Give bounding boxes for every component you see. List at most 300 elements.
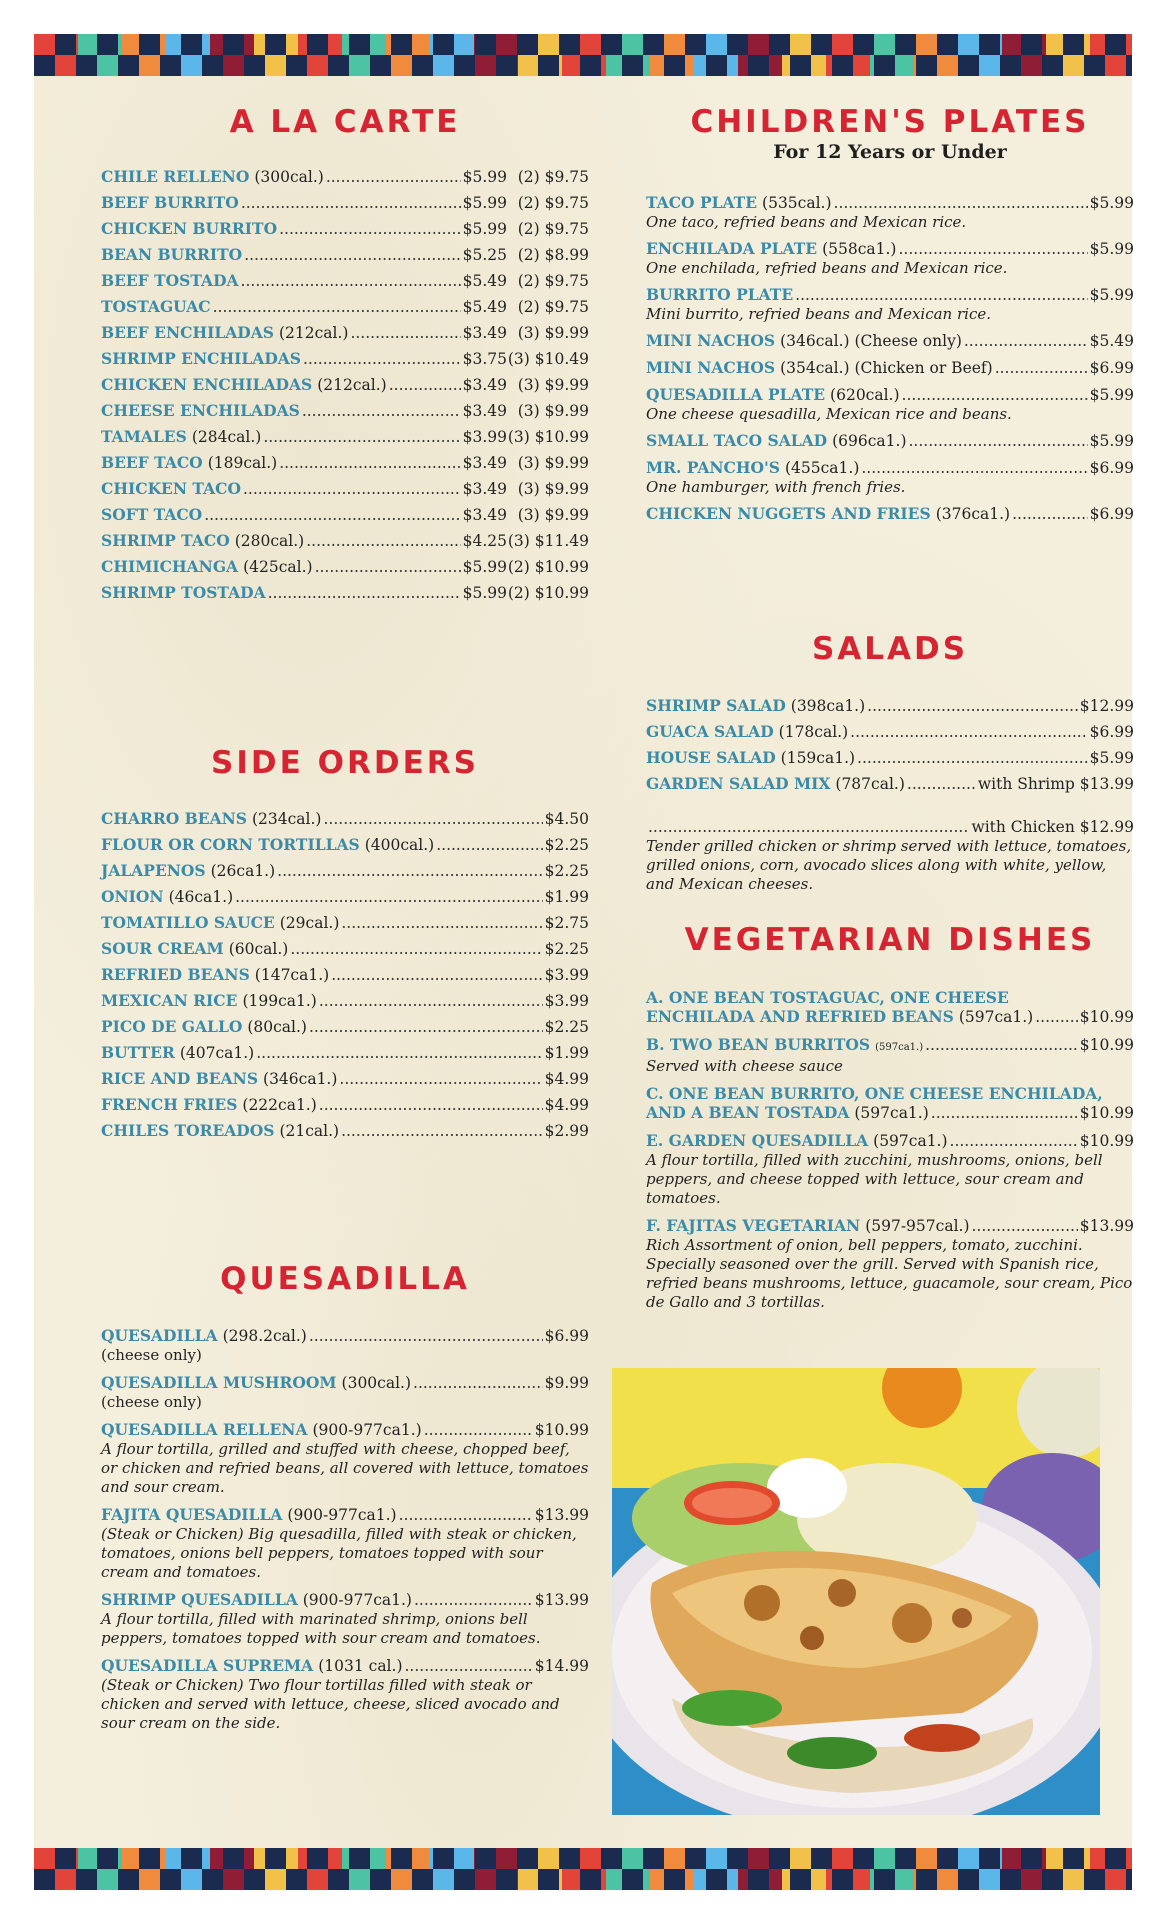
item-name: PICO DE GALLO — [101, 1017, 243, 1036]
item-calories: (29cal.) — [279, 914, 340, 932]
item-note: (cheese only) — [101, 1346, 202, 1364]
item-combo-price: (2) $9.75 — [517, 194, 589, 212]
menu-item — [646, 385, 1134, 424]
menu-item-row — [646, 431, 1134, 451]
leader-dots — [235, 888, 543, 907]
leader-dots — [907, 775, 976, 794]
menu-item-row — [101, 1373, 589, 1393]
item-price: $3.99 — [462, 428, 507, 446]
item-price: $3.99 — [544, 966, 589, 984]
salads-list — [646, 696, 1134, 800]
item-description: Mini burrito, refried beans and Mexican rice. — [646, 305, 991, 323]
bottom-decorative-border — [34, 1848, 1132, 1890]
a-la-carte-heading: A LA CARTE — [229, 104, 461, 140]
quesadilla-heading: QUESADILLA — [220, 1261, 470, 1297]
item-price: $5.99 — [1089, 749, 1134, 767]
menu-item — [646, 722, 1134, 742]
menu-item — [101, 1420, 589, 1497]
quesadilla-list — [101, 1326, 589, 1741]
leader-dots — [424, 1421, 533, 1440]
item-name: SHRIMP QUESADILLA — [101, 1590, 298, 1609]
leader-dots — [319, 992, 543, 1011]
item-price: $2.25 — [544, 1018, 589, 1036]
menu-item-row — [646, 748, 1134, 768]
leader-dots — [268, 584, 461, 603]
item-description: One enchilada, refried beans and Mexican rice. — [646, 259, 1008, 277]
leader-dots — [964, 332, 1088, 351]
item-description: (Steak or Chicken) Big quesadilla, filled with steak or chicken, tomatoes, onions bell peppers, tomatoes topped with sour cream and tomatoes. — [101, 1525, 577, 1581]
item-description: One hamburger, with french fries. — [646, 478, 906, 496]
item-name: TOSTAGUAC — [101, 297, 211, 316]
item-price: $5.49 — [1089, 332, 1134, 350]
menu-item-row — [646, 1103, 1134, 1123]
leader-dots — [902, 386, 1088, 405]
item-name: FRENCH FRIES — [101, 1095, 238, 1114]
menu-item — [101, 809, 589, 829]
leader-dots — [244, 246, 460, 265]
leader-dots — [263, 428, 460, 447]
menu-item-row — [101, 835, 589, 855]
item-calories: (354cal.) (Chicken or Beef) — [780, 359, 993, 377]
leader-dots — [850, 723, 1087, 742]
item-calories: (222ca1.) — [242, 1096, 317, 1114]
leader-dots — [339, 1070, 542, 1089]
garden-salad-description: Tender grilled chicken or shrimp served with lettuce, tomatoes, grilled onions, corn, avocado slices along with white, yellow, and Mexican cheeses. — [646, 837, 1132, 893]
leader-dots — [331, 966, 542, 985]
item-name: CHICKEN NUGGETS AND FRIES — [646, 504, 931, 523]
item-price: $5.99 — [462, 220, 507, 238]
menu-item — [101, 1121, 589, 1141]
menu-item — [101, 1095, 589, 1115]
menu-item-row — [101, 1505, 589, 1525]
leader-dots — [341, 914, 542, 933]
menu-item-row — [646, 696, 1134, 716]
item-name: CHICKEN ENCHILADAS — [101, 375, 313, 394]
item-name: FLOUR OR CORN TORTILLAS — [101, 835, 360, 854]
item-calories: (46ca1.) — [168, 888, 234, 906]
leader-dots — [302, 402, 461, 421]
item-calories: (147ca1.) — [254, 966, 330, 984]
item-price: $4.99 — [544, 1070, 589, 1088]
menu-item — [101, 245, 589, 265]
item-calories: (80cal.) — [247, 1018, 307, 1036]
vegetarian-list — [646, 988, 1134, 1320]
menu-item — [101, 1043, 589, 1063]
menu-item-row — [101, 1095, 589, 1115]
item-name: MINI NACHOS — [646, 331, 776, 350]
menu-item — [101, 939, 589, 959]
item-price: $10.99 — [1079, 1132, 1134, 1150]
item-name: BEAN BURRITO — [101, 245, 243, 264]
item-calories: (900-977ca1.) — [312, 1421, 422, 1439]
item-calories: (212cal.) — [278, 324, 349, 342]
leader-dots — [306, 532, 460, 551]
menu-item-row — [101, 479, 589, 499]
leader-dots — [950, 1132, 1078, 1151]
item-price: $6.99 — [1089, 505, 1134, 523]
menu-item — [101, 167, 589, 187]
menu-item — [646, 458, 1134, 497]
menu-item-row — [101, 991, 589, 1011]
menu-item-row — [101, 1326, 589, 1346]
leader-dots — [243, 480, 461, 499]
item-calories: (346ca1.) — [263, 1070, 338, 1088]
leader-dots — [279, 220, 461, 239]
item-calories: (787cal.) — [835, 775, 905, 793]
menu-item-row — [101, 1017, 589, 1037]
menu-item-row — [101, 453, 589, 473]
menu-item — [101, 887, 589, 907]
menu-item-row — [101, 913, 589, 933]
menu-item-row — [101, 965, 589, 985]
menu-item — [101, 557, 589, 577]
item-combo-price: (3) $10.99 — [507, 428, 589, 446]
menu-item-row — [101, 1043, 589, 1063]
item-description: Served with cheese sauce — [646, 1057, 843, 1075]
item-name: CHILE RELLENO — [101, 167, 250, 186]
item-name: BUTTER — [101, 1043, 175, 1062]
menu-item-row — [101, 1590, 589, 1610]
menu-item — [646, 696, 1134, 716]
item-name: CHICKEN BURRITO — [101, 219, 278, 238]
item-name: SHRIMP ENCHILADAS — [101, 349, 301, 368]
item-name: MINI NACHOS — [646, 358, 776, 377]
menu-item — [646, 504, 1134, 524]
item-price: $3.49 — [462, 376, 507, 394]
menu-item-row — [101, 167, 589, 187]
item-name: CHICKEN TACO — [101, 479, 241, 498]
item-price: $4.99 — [544, 1096, 589, 1114]
item-price: $6.99 — [1089, 359, 1134, 377]
item-calories: (455ca1.) — [784, 459, 860, 477]
leader-dots — [857, 749, 1088, 768]
menu-item — [646, 193, 1134, 232]
leader-dots — [931, 1104, 1078, 1123]
item-price: $5.49 — [462, 298, 507, 316]
leader-dots — [389, 376, 461, 395]
menu-item — [101, 297, 589, 317]
menu-item — [101, 323, 589, 343]
item-description: A flour tortilla, filled with zucchini, mushrooms, onions, bell peppers, and cheese topped with lettuce, sour cream and tomatoes. — [646, 1151, 1103, 1207]
item-combo-price: (2) $9.75 — [517, 220, 589, 238]
menu-item-row — [101, 1656, 589, 1676]
menu-item — [101, 991, 589, 1011]
item-name-line: A. ONE BEAN TOSTAGUAC, ONE CHEESE — [646, 988, 1009, 1007]
item-price: $6.99 — [1089, 723, 1134, 741]
item-price: $3.49 — [462, 506, 507, 524]
item-price: $5.99 — [1089, 386, 1134, 404]
item-price: $2.25 — [544, 836, 589, 854]
item-calories: (597ca1.) — [875, 1042, 924, 1053]
item-price: $3.49 — [462, 454, 507, 472]
item-name: ONION — [101, 887, 164, 906]
item-name: QUESADILLA RELLENA — [101, 1420, 308, 1439]
menu-item — [101, 835, 589, 855]
item-price: $3.75 — [462, 350, 507, 368]
item-name: SOFT TACO — [101, 505, 203, 524]
menu-item — [101, 583, 589, 603]
item-name: AND A BEAN TOSTADA — [646, 1103, 850, 1122]
leader-dots — [413, 1374, 543, 1393]
menu-item-row — [101, 939, 589, 959]
item-price: $2.75 — [544, 914, 589, 932]
leader-dots — [213, 298, 461, 317]
item-calories: (189cal.) — [207, 454, 278, 472]
menu-item-row — [101, 1121, 589, 1141]
leader-dots — [1012, 505, 1088, 524]
leader-dots — [405, 1657, 533, 1676]
item-name-line: C. ONE BEAN BURRITO, ONE CHEESE ENCHILADA, — [646, 1084, 1103, 1103]
item-price: $3.99 — [544, 992, 589, 1010]
menu-item-row — [646, 239, 1134, 259]
leader-dots — [319, 1096, 543, 1115]
menu-item-row — [101, 583, 589, 603]
item-calories: (300cal.) — [254, 168, 324, 186]
item-combo-price: (3) $10.49 — [507, 350, 589, 368]
menu-item-row — [646, 285, 1134, 305]
item-price: $6.99 — [544, 1327, 589, 1345]
item-calories: (212cal.) — [317, 376, 387, 394]
item-description: A flour tortilla, filled with marinated shrimp, onions bell peppers, tomatoes topped with sour cream and tomatoes. — [101, 1610, 541, 1647]
item-calories: (425cal.) — [243, 558, 313, 576]
leader-dots — [303, 350, 461, 369]
item-combo-price: (3) $9.99 — [517, 376, 589, 394]
item-name: SHRIMP SALAD — [646, 696, 786, 715]
salads-heading: SALADS — [811, 631, 969, 667]
menu-item — [101, 1017, 589, 1037]
item-price: $6.99 — [1089, 459, 1134, 477]
leader-dots — [290, 940, 542, 959]
item-combo-price: (2) $10.99 — [507, 584, 589, 602]
menu-item — [646, 988, 1134, 1027]
menu-item — [101, 965, 589, 985]
item-name: SHRIMP TOSTADA — [101, 583, 266, 602]
item-calories: (597ca1.) — [873, 1132, 948, 1150]
item-calories: (178cal.) — [778, 723, 849, 741]
menu-item-row — [101, 809, 589, 829]
menu-item — [101, 193, 589, 213]
item-price: $2.99 — [544, 1122, 589, 1140]
menu-item-row — [646, 1216, 1134, 1236]
item-name: BEEF TOSTADA — [101, 271, 239, 290]
menu-item — [646, 1216, 1134, 1312]
garden-salad-extra — [646, 818, 1134, 894]
item-calories: (234cal.) — [251, 810, 322, 828]
item-description: One cheese quesadilla, Mexican rice and beans. — [646, 405, 1012, 423]
menu-item — [646, 774, 1134, 794]
item-name: GARDEN SALAD MIX — [646, 774, 831, 793]
item-combo-price: (2) $10.99 — [507, 558, 589, 576]
item-name: TOMATILLO SAUCE — [101, 913, 275, 932]
item-note: (cheese only) — [101, 1393, 202, 1411]
item-price: $5.99 — [1089, 194, 1134, 212]
menu-item — [101, 401, 589, 421]
item-name: REFRIED BEANS — [101, 965, 250, 984]
item-description: Rich Assortment of onion, bell peppers, tomato, zucchini. Specially seasoned over the grill. Served with Spanish rice, refried beans mushrooms, lettuce, guacamole, sour cream, Pico de Gallo and 3 tortillas. — [646, 1236, 1133, 1311]
item-combo-price: (3) $11.49 — [507, 532, 589, 550]
a-la-carte-list — [101, 167, 589, 609]
menu-item — [646, 748, 1134, 768]
top-decorative-border — [34, 34, 1132, 76]
item-calories: (398ca1.) — [790, 697, 866, 715]
menu-item — [101, 913, 589, 933]
vegetarian-heading: VEGETARIAN DISHES — [684, 922, 1096, 958]
side-orders-list — [101, 809, 589, 1147]
item-description: One taco, refried beans and Mexican rice. — [646, 213, 967, 231]
menu-item — [101, 479, 589, 499]
menu-item — [101, 219, 589, 239]
leader-dots — [972, 1217, 1078, 1236]
menu-item-row — [101, 557, 589, 577]
menu-item-row — [646, 193, 1134, 213]
leader-dots — [1035, 1008, 1078, 1027]
menu-item — [101, 453, 589, 473]
menu-item-row — [646, 331, 1134, 351]
item-name: QUESADILLA — [101, 1326, 218, 1345]
menu-item-row — [101, 349, 589, 369]
item-name: E. GARDEN QUESADILLA — [646, 1131, 869, 1150]
childrens-plates-subtitle: For 12 Years or Under — [773, 141, 1007, 163]
item-price: $1.99 — [544, 888, 589, 906]
leader-dots — [399, 1506, 533, 1525]
item-price: $13.99 — [534, 1506, 589, 1524]
item-calories: (280cal.) — [234, 532, 305, 550]
menu-item — [646, 358, 1134, 378]
item-price: $5.99 — [1089, 432, 1134, 450]
menu-item-row — [646, 385, 1134, 405]
menu-item — [101, 375, 589, 395]
item-price: $2.25 — [544, 862, 589, 880]
item-combo-price: (2) $9.75 — [517, 298, 589, 316]
item-price: $4.25 — [462, 532, 507, 550]
item-name: CHILES TOREADOS — [101, 1121, 275, 1140]
item-price: $5.99 — [1089, 286, 1134, 304]
item-name: ENCHILADA PLATE — [646, 239, 818, 258]
leader-dots — [341, 1122, 543, 1141]
item-price: $5.25 — [462, 246, 507, 264]
menu-item — [646, 285, 1134, 324]
side-orders-heading: SIDE ORDERS — [211, 745, 479, 781]
item-name: FAJITA QUESADILLA — [101, 1505, 283, 1524]
item-price: $1.99 — [544, 1044, 589, 1062]
item-calories: (620cal.) — [830, 386, 900, 404]
item-price: $3.49 — [462, 480, 507, 498]
leader-dots — [350, 324, 460, 343]
leader-dots — [795, 286, 1087, 305]
menu-item — [101, 531, 589, 551]
item-name: QUESADILLA SUPREMA — [101, 1656, 314, 1675]
item-combo-price: (3) $9.99 — [517, 506, 589, 524]
menu-item — [646, 239, 1134, 278]
childrens-plates-list — [646, 193, 1134, 531]
item-name: TACO PLATE — [646, 193, 758, 212]
item-calories: (199ca1.) — [242, 992, 317, 1010]
menu-item-row — [646, 774, 1134, 794]
item-price: $5.49 — [462, 272, 507, 290]
item-calories: (597ca1.) — [854, 1104, 929, 1122]
leader-dots — [909, 432, 1088, 451]
menu-item — [101, 1590, 589, 1648]
item-calories: (376ca1.) — [935, 505, 1011, 523]
item-combo-price: (3) $9.99 — [517, 402, 589, 420]
menu-item-row — [646, 1035, 1134, 1057]
menu-item-row — [101, 375, 589, 395]
menu-item-row — [101, 861, 589, 881]
leader-dots — [867, 697, 1078, 716]
item-combo-price: (3) $9.99 — [517, 324, 589, 342]
item-calories: (597ca1.) — [958, 1008, 1034, 1026]
item-price: $9.99 — [544, 1374, 589, 1392]
item-calories: (597-957cal.) — [865, 1217, 970, 1235]
menu-item-row — [646, 1007, 1134, 1027]
item-description: A flour tortilla, grilled and stuffed with cheese, chopped beef, or chicken and refried beans, all covered with lettuce, tomatoes and sour cream. — [101, 1440, 589, 1496]
menu-item — [101, 1505, 589, 1582]
menu-item-row — [646, 722, 1134, 742]
item-name: SOUR CREAM — [101, 939, 224, 958]
menu-item-row — [646, 358, 1134, 378]
item-combo-price: (2) $8.99 — [517, 246, 589, 264]
item-name: SHRIMP TACO — [101, 531, 230, 550]
menu-item — [101, 1069, 589, 1089]
item-calories: (1031 cal.) — [318, 1657, 403, 1675]
leader-dots — [834, 194, 1088, 213]
menu-item — [101, 505, 589, 525]
leader-dots — [925, 1036, 1078, 1055]
item-price: $12.99 — [1079, 697, 1134, 715]
item-price: $4.50 — [544, 810, 589, 828]
item-combo-price: (3) $9.99 — [517, 454, 589, 472]
menu-item-row — [101, 505, 589, 525]
item-price: $5.99 — [462, 168, 507, 186]
item-calories: (696ca1.) — [832, 432, 907, 450]
item-calories: (400cal.) — [364, 836, 435, 854]
item-price: $3.49 — [462, 324, 507, 342]
menu-item-row — [101, 219, 589, 239]
leader-dots — [436, 836, 542, 855]
item-name: CHARRO BEANS — [101, 809, 247, 828]
item-description: (Steak or Chicken) Two flour tortillas filled with steak or chicken and served with lettuce, cheese, sliced avocado and sour cream on the side. — [101, 1676, 560, 1732]
item-calories: (284cal.) — [191, 428, 262, 446]
item-price: $5.99 — [462, 558, 507, 576]
item-combo-price: (2) $9.75 — [517, 272, 589, 290]
menu-item — [646, 1035, 1134, 1076]
menu-item-row — [101, 1420, 589, 1440]
menu-item-row — [101, 245, 589, 265]
item-combo-price: (2) $9.75 — [517, 168, 589, 186]
item-name: BEEF TACO — [101, 453, 203, 472]
item-price: $5.99 — [462, 584, 507, 602]
menu-item — [101, 1656, 589, 1733]
item-price: $14.99 — [534, 1657, 589, 1675]
menu-item — [646, 1084, 1134, 1123]
item-calories: (159ca1.) — [780, 749, 856, 767]
menu-item — [101, 861, 589, 881]
item-calories: (900-977ca1.) — [302, 1591, 412, 1609]
menu-item-row — [101, 1069, 589, 1089]
leader-dots — [326, 168, 461, 187]
leader-dots — [309, 1018, 543, 1037]
item-calories: (900-977ca1.) — [287, 1506, 397, 1524]
item-calories: (346cal.) (Cheese only) — [780, 332, 962, 350]
item-name: BEEF ENCHILADAS — [101, 323, 274, 342]
item-name: CHIMICHANGA — [101, 557, 239, 576]
garden-salad-chicken-row — [646, 818, 1134, 837]
item-calories: (60cal.) — [228, 940, 289, 958]
item-name: HOUSE SALAD — [646, 748, 776, 767]
garden-salad-chicken-price: with Chicken $12.99 — [971, 818, 1134, 836]
menu-item-row — [101, 427, 589, 447]
item-price: $10.99 — [1079, 1036, 1134, 1054]
